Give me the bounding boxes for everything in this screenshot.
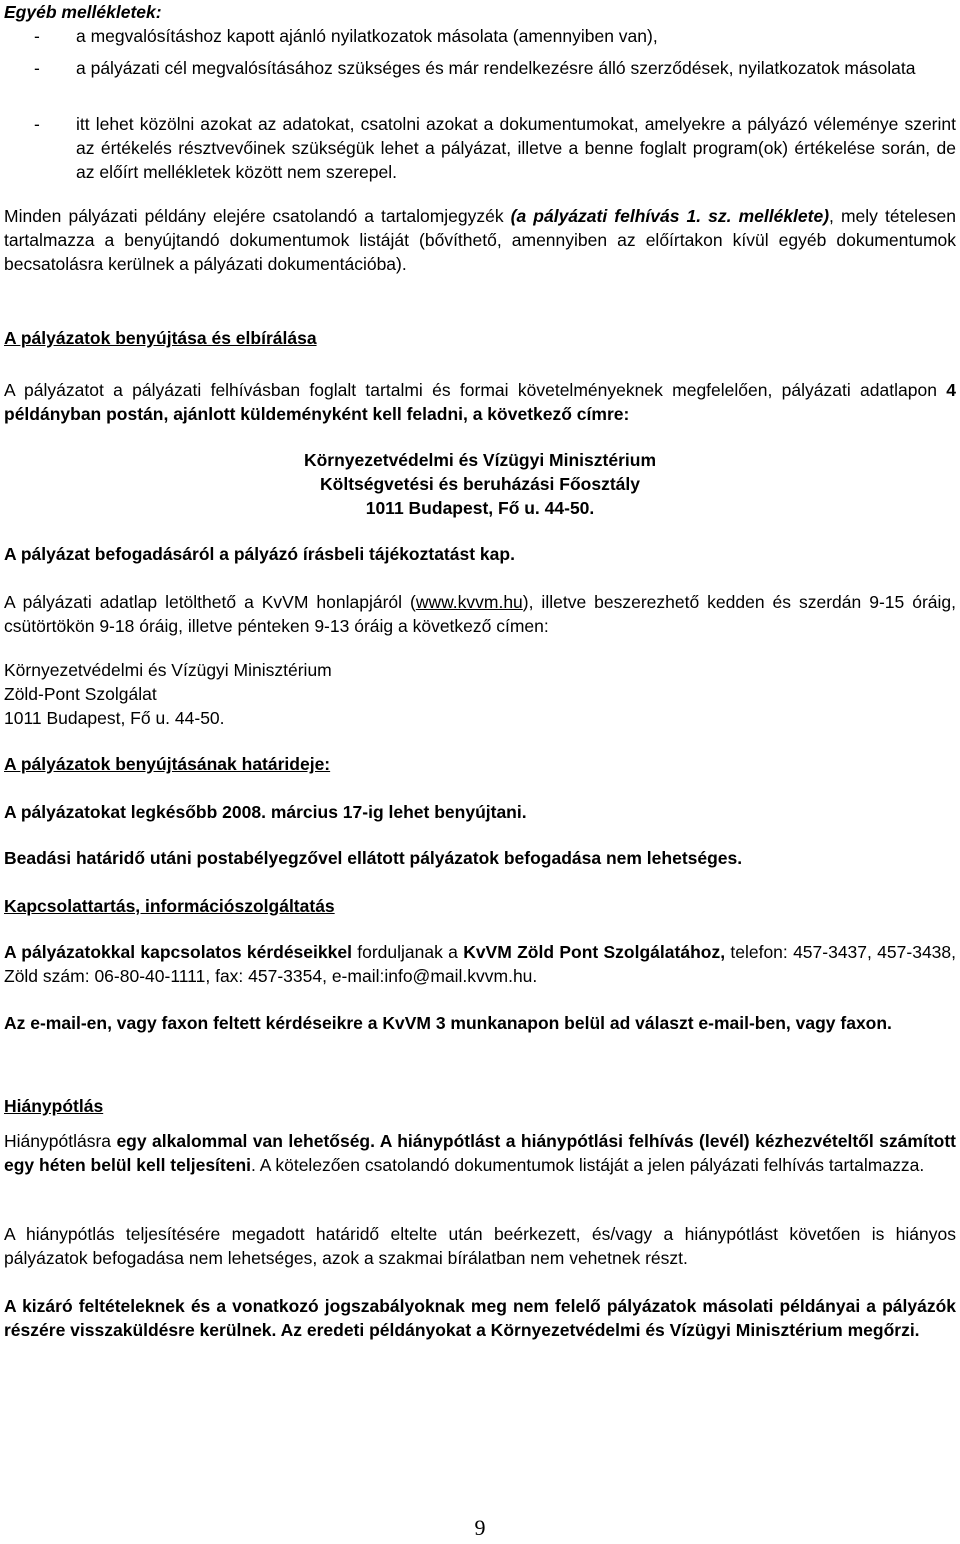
address-bold-line-1: Környezetvédelmi és Vízügyi Minisztérium	[303, 450, 657, 470]
other-attachments-heading: Egyéb mellékletek:	[4, 2, 162, 22]
toc-paragraph	[4, 204, 956, 276]
toc-text-end: , mely tételesen tartalmazza a benyújtandó dokumentumok listáját (bővíthető, amennyiben az előírtakon kívül egyéb dokumentumok becsatolásra kerülnek a pályázati dokumentációba).	[4, 206, 957, 274]
address-plain-line-3: 1011 Budapest, Fő u. 44-50.	[4, 708, 225, 728]
supplement-paragraph-1	[4, 1129, 956, 1177]
list-item	[4, 56, 956, 104]
deadline-date: A pályázatokat legkésőbb 2008. március 17-ig lehet benyújtani.	[4, 802, 527, 822]
download-paragraph	[4, 590, 956, 638]
receipt-notice: A pályázat befogadásáról a pályázó írásbeli tájékoztatást kap.	[4, 544, 515, 564]
deadline-heading: A pályázatok benyújtásának határideje:	[4, 754, 331, 774]
download-text: A pályázati adatlap letölthető a KvVM honlapjáról (	[4, 592, 416, 612]
list-item-text: itt lehet közölni azokat az adatokat, csatolni azokat a dokumentumokat, amelyekre a pályázó véleménye szerint az értékelés résztvevőinek szükségük lehet a pályázat, illetve a benne foglalt program(ok) értékelése során, de az előírt mellékletek között nem szerepel.	[76, 114, 956, 182]
list-dash: -	[34, 58, 40, 78]
contact-bold-text: A pályázatokkal kapcsolatos kérdéseikkel	[4, 942, 352, 962]
address-plain-line-2: Zöld-Pont Szolgálat	[4, 684, 157, 704]
supplement-bold-text: egy alkalommal van lehetőség. A hiánypótlást a hiánypótlási felhívás (levél) kézhezvételtől számított egy héten belül kell teljesíteni	[4, 1131, 956, 1175]
submission-bold-text: 4 példányban postán, ajánlott küldeményként kell feladni, a következő címre:	[4, 380, 956, 424]
address-plain-line-1: Környezetvédelmi és Vízügyi Minisztérium	[4, 660, 332, 680]
toc-reference: (a pályázati felhívás 1. sz. melléklete)	[510, 206, 830, 226]
submission-paragraph	[4, 378, 956, 426]
download-text-end: ), illetve beszerezhető kedden és szerdán 9-15 óráig, csütörtökön 9-18 óráig, illetve pénteken 9-13 óráig a következő címen:	[4, 592, 956, 636]
contact-office: KvVM Zöld Pont Szolgálatához,	[463, 942, 726, 962]
list-dash: -	[34, 114, 40, 134]
address-bold-line-3: 1011 Budapest, Fő u. 44-50.	[365, 498, 595, 518]
supplement-paragraph-2: A hiánypótlás teljesítésére megadott határidő eltelte után beérkezett, és/vagy a hiánypótlást követően is hiányos pályázatok befogadása nem lehetséges, azok a szakmai bírálatban nem vehetnek részt.	[4, 1224, 956, 1268]
toc-text: Minden pályázati példány elejére csatolandó a tartalomjegyzék	[4, 206, 511, 226]
submission-text: A pályázatot a pályázati felhívásban foglalt tartalmi és formai követelményeknek megfelelően, pályázati adatlapon	[4, 380, 947, 400]
contact-paragraph	[4, 940, 956, 988]
contact-details: telefon: 457-3437, 457-3438, Zöld szám: 06-80-40-1111, fax: 457-3354, e-mail:info@mail.kvvm.hu.	[4, 942, 956, 986]
contact-answer: Az e-mail-en, vagy faxon feltett kérdéseikre a KvVM 3 munkanapon belül ad választ e-mail-ben, vagy faxon.	[4, 1013, 892, 1033]
list-item	[4, 24, 956, 48]
submission-heading: A pályázatok benyújtása és elbírálása	[4, 328, 317, 348]
contact-text: forduljanak a	[351, 942, 464, 962]
list-item-text: a megvalósításhoz kapott ajánló nyilatkozatok másolata (amennyiben van),	[76, 26, 658, 46]
supplement-paragraph-3: A kizáró feltételeknek és a vonatkozó jogszabályoknak meg nem felelő pályázatok másolati példányai a pályázók részére visszaküldésre kerülnek. Az eredeti példányokat a Környezetvédelmi és Vízügyi Minisztérium megőrzi.	[4, 1296, 956, 1340]
address-bold-line-2: Költségvetési és beruházási Főosztály	[320, 474, 640, 494]
page-number: 9	[474, 1515, 486, 1540]
supplement-text: Hiánypótlásra	[4, 1131, 117, 1151]
supplement-heading: Hiánypótlás	[4, 1096, 104, 1116]
website-link[interactable]: www.kvvm.hu	[415, 592, 523, 612]
contact-heading: Kapcsolattartás, információszolgáltatás	[4, 896, 335, 916]
list-item-text: a pályázati cél megvalósításához szükséges és már rendelkezésre álló szerződések, nyilatkozatok másolata	[76, 58, 916, 78]
supplement-text-end: . A kötelezően csatolandó dokumentumok listáját a jelen pályázati felhívás tartalmazza.	[251, 1155, 925, 1175]
list-item	[4, 112, 956, 184]
list-dash: -	[34, 26, 40, 46]
postmark-notice: Beadási határidő utáni postabélyegzővel ellátott pályázatok befogadása nem lehetséges.	[4, 848, 743, 868]
